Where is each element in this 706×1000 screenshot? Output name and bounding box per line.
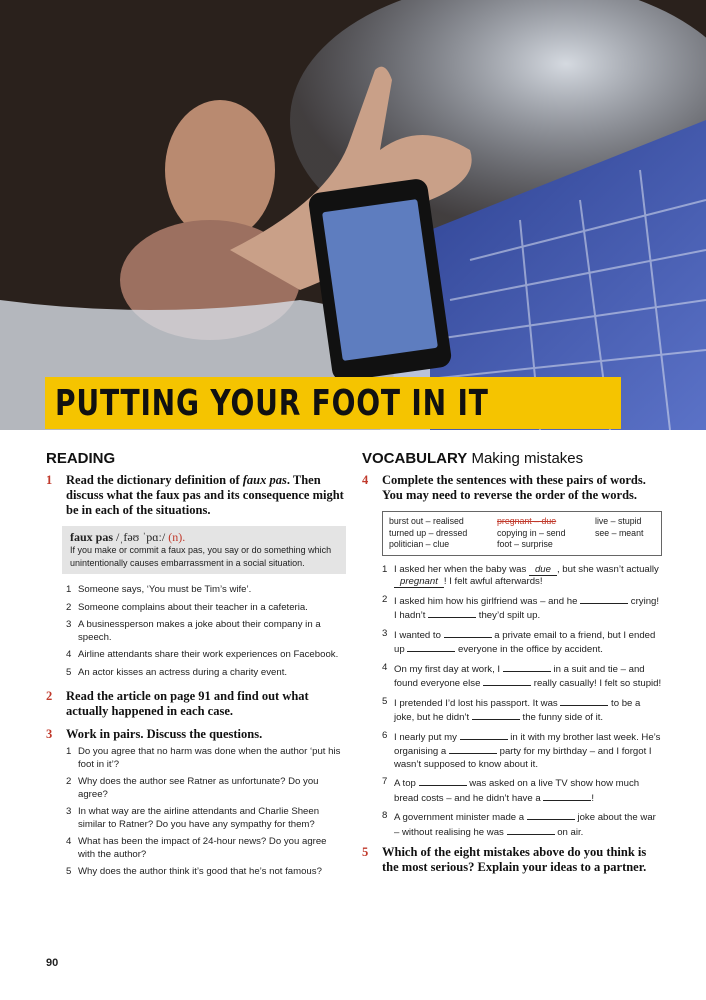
word-pair: see – meant — [595, 527, 644, 538]
list-item — [66, 746, 346, 771]
text-part: in it with my brother last week. He’s organising a — [394, 731, 661, 757]
task-number: 2 — [46, 689, 53, 703]
word-pair: foot – surprise — [497, 539, 553, 549]
item-text — [394, 810, 662, 839]
word-pair: burst out – realised — [389, 516, 464, 526]
answer-blank[interactable] — [527, 810, 575, 820]
word-pair: turned up – dressed — [389, 527, 468, 538]
underwater-phone-illustration — [0, 0, 706, 430]
text-part: to be a joke, but he didn’t — [394, 697, 641, 723]
questions-list — [66, 746, 346, 879]
task-number: 3 — [46, 727, 53, 741]
item-number: 5 — [66, 866, 72, 877]
pairs-column-3 — [595, 516, 655, 551]
answer-blank[interactable] — [449, 744, 497, 754]
answer-example: due — [529, 564, 557, 576]
item-text — [394, 628, 662, 657]
word-pair: copying in – send — [497, 527, 566, 538]
dictionary-headword-line — [70, 531, 338, 544]
list-item — [382, 730, 662, 772]
page-title — [45, 377, 621, 429]
text-part: the funny side of it. — [519, 712, 604, 723]
list-item — [382, 628, 662, 657]
text-part: , but she wasn’t actually — [556, 563, 659, 575]
item-number: 2 — [66, 601, 72, 613]
answer-example: pregnant — [394, 576, 444, 588]
text-part: a private email to a friend, but I ended up — [394, 629, 656, 655]
item-number: 5 — [66, 666, 72, 678]
item-text: A businessperson makes a joke about their company in a speech. — [78, 619, 321, 643]
text-part: A government minister made a — [394, 812, 527, 823]
answer-blank[interactable] — [444, 628, 492, 638]
text-part: I asked him how his girlfriend was – and he — [394, 595, 581, 607]
item-number: 3 — [66, 806, 72, 817]
item-text: Someone says, ‘You must be Tim’s wife’. — [78, 584, 252, 595]
task-instruction: Complete the sentences with these pairs of words. You may need to reverse the order of the words. — [382, 473, 646, 502]
word-pair-used: pregnant – due — [497, 516, 557, 526]
text-part: ! — [591, 792, 595, 804]
list-item — [382, 594, 662, 623]
item-text — [394, 662, 662, 691]
task-instruction: Which of the eight mistakes above do you think is the most serious? Explain your ideas to a partner. — [382, 845, 647, 874]
list-item — [66, 866, 346, 879]
text-part: I nearly put my — [394, 731, 460, 743]
task-3 — [46, 727, 346, 742]
dictionary-pos: (n). — [165, 530, 186, 544]
task-1 — [46, 473, 346, 518]
sentences-list — [382, 564, 662, 840]
vocabulary-section — [362, 450, 662, 883]
list-item — [66, 667, 346, 680]
task-instruction: Work in pairs. Discuss the questions. — [66, 727, 263, 741]
list-item — [382, 662, 662, 691]
list-item — [382, 776, 662, 805]
item-number: 7 — [382, 776, 388, 787]
task-instruction: Read the article on page 91 and find out what actually happened in each case. — [66, 689, 309, 718]
word-pair: live – stupid — [595, 516, 642, 526]
text-part: party for my birthday – and I forgot I wasn’t supposed to know about it. — [394, 746, 652, 770]
text-part: On my first day at work, I — [394, 663, 503, 675]
answer-blank[interactable] — [580, 594, 628, 604]
task-1-text-a: Read the dictionary definition of — [66, 473, 243, 487]
text-part: really casually! I felt so stupid! — [531, 678, 662, 689]
answer-blank[interactable] — [503, 662, 551, 672]
text-part: I asked her when the baby was — [394, 563, 529, 575]
item-text: An actor kisses an actress during a charity event. — [78, 666, 288, 678]
answer-blank[interactable] — [543, 791, 591, 801]
vocabulary-heading-sub: Making mistakes — [467, 450, 584, 467]
text-part: they’d spilt up. — [476, 610, 541, 621]
item-number: 3 — [66, 619, 72, 630]
item-number: 1 — [382, 563, 388, 575]
item-text: What has been the impact of 24-hour news? Do you agree with the author? — [78, 836, 327, 860]
text-part: crying! I hadn’t — [394, 595, 660, 621]
list-item — [66, 584, 346, 597]
page-title-text: PUTTING YOUR FOOT IN IT — [55, 382, 489, 424]
word-pairs-box — [382, 511, 662, 556]
task-5 — [362, 845, 662, 875]
item-number: 8 — [382, 810, 388, 821]
text-part: I pretended I’d lost his passport. It was — [394, 697, 561, 709]
item-text: Why does the author think it’s good that he’s not famous? — [78, 866, 322, 877]
task-number: 5 — [362, 845, 369, 859]
vocabulary-heading-main: VOCABULARY — [362, 450, 468, 467]
answer-blank[interactable] — [507, 825, 555, 835]
item-text: In what way are the airline attendants and Charlie Sheen similar to Ratner? Do you have any sympathy for them? — [78, 806, 320, 830]
item-number: 1 — [66, 746, 72, 757]
list-item — [66, 806, 346, 831]
list-item — [382, 810, 662, 839]
text-part: joke about the war – without realising he was — [394, 812, 656, 838]
word-pair: politician – clue — [389, 539, 450, 549]
item-number: 5 — [382, 695, 388, 707]
dictionary-entry — [62, 526, 346, 574]
item-text — [394, 564, 662, 589]
task-4 — [362, 473, 662, 503]
answer-blank[interactable] — [483, 676, 531, 686]
task-number: 1 — [46, 473, 53, 487]
item-text: Why does the author see Ratner as unfortunate? Do you agree? — [78, 776, 319, 800]
item-text — [394, 730, 662, 772]
reading-section — [46, 450, 346, 889]
item-text — [394, 594, 662, 623]
answer-blank[interactable] — [472, 710, 520, 720]
item-number: 3 — [382, 627, 388, 639]
text-part: in a suit and tie – and found everyone else — [394, 663, 645, 689]
list-item — [66, 649, 346, 662]
answer-blank[interactable] — [560, 696, 608, 706]
item-number: 2 — [66, 776, 72, 787]
pairs-column-1 — [389, 516, 497, 551]
reading-heading: READING — [46, 450, 116, 467]
item-text: Airline attendants share their work experiences on Facebook. — [78, 649, 339, 660]
situations-list — [66, 584, 346, 679]
list-item — [66, 602, 346, 615]
item-number: 4 — [66, 836, 72, 847]
list-item — [66, 836, 346, 861]
pairs-column-2 — [497, 516, 595, 551]
list-item — [66, 619, 346, 644]
list-item — [382, 564, 662, 589]
item-number: 6 — [382, 729, 388, 741]
list-item — [66, 776, 346, 801]
item-number: 2 — [382, 593, 388, 605]
dictionary-pronunciation: /ˌfəʊ ˈpɑː/ — [113, 530, 166, 544]
item-text — [394, 776, 662, 805]
item-number: 4 — [66, 649, 72, 660]
item-text: Someone complains about their teacher in a cafeteria. — [78, 601, 308, 613]
item-text — [394, 696, 662, 725]
text-part: on air. — [554, 826, 584, 838]
text-part: I wanted to — [394, 629, 444, 641]
hero-photo — [0, 0, 706, 430]
item-number: 1 — [66, 584, 72, 595]
answer-blank[interactable] — [419, 776, 467, 786]
task-1-text-b: . Then discuss what the faux pas and its consequence might be in each of the situations. — [66, 473, 344, 517]
answer-blank[interactable] — [407, 642, 455, 652]
vocabulary-heading — [362, 450, 662, 467]
text-part: ! I felt awful afterwards! — [443, 576, 543, 587]
task-instruction — [66, 473, 346, 518]
task-number: 4 — [362, 473, 369, 487]
dictionary-headword: faux pas — [70, 530, 114, 544]
task-1-term: faux pas — [242, 473, 287, 487]
answer-blank[interactable] — [428, 608, 476, 618]
text-part: A top — [394, 778, 419, 789]
text-part: everyone in the office by accident. — [455, 644, 603, 655]
dictionary-definition: If you make or commit a faux pas, you say or do something which unintentionally causes embarrassment in a social situation. — [70, 545, 332, 568]
item-number: 4 — [382, 661, 388, 673]
task-2 — [46, 689, 346, 719]
list-item — [382, 696, 662, 725]
page-number: 90 — [46, 957, 59, 969]
item-text: Do you agree that no harm was done when the author ‘put his foot in it’? — [78, 746, 341, 770]
answer-blank[interactable] — [460, 730, 508, 740]
text-part: was asked on a live TV show how much bread costs – and he didn’t have a — [394, 778, 640, 804]
